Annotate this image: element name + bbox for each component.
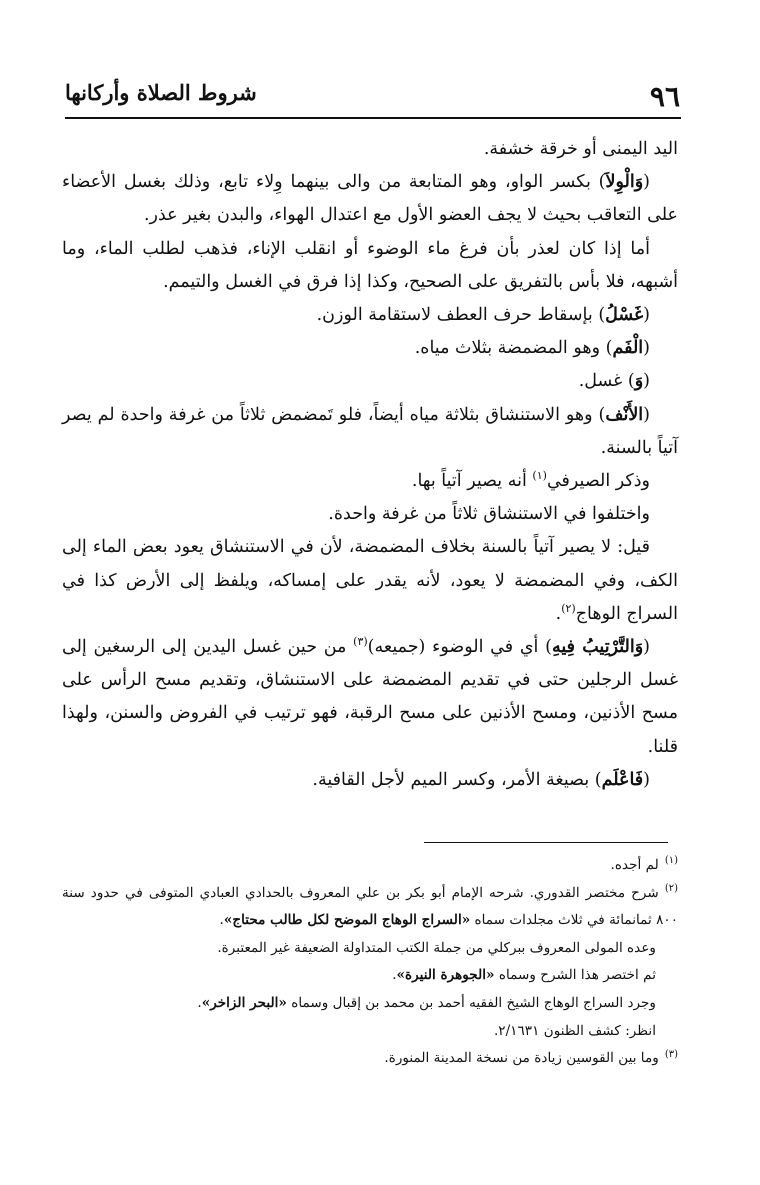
- header-rule: [65, 117, 681, 119]
- footnote-reference[interactable]: (١): [532, 469, 547, 483]
- paragraph: (الأَنْف) وهو الاستنشاق بثلاثة مياه أيضاً، فلو تَمضمض ثلاثاً من غرفة واحدة لم يصر آتياً بالسنة.: [62, 404, 678, 458]
- footnote: $^{(١)}$لم أجده.: [610, 855, 678, 873]
- book-title: «البحر الزاخر»: [201, 994, 287, 1011]
- verse-lemma: وَالتَّرْتِيبُ فِيهِ: [551, 637, 644, 658]
- verse-lemma: وَ: [634, 371, 644, 392]
- paragraph: (وَالتَّرْتِيبُ فِيهِ) أي في الوضوء (جميعه)$^{(٣)}$ من حين غسل اليدين إلى الرسغين إلى غسل الرجلين حتى في تقديم المضمضة على الاستنشاق، وتقديم مسح الرأس على مسح الأذنين، ومسح الأذنين على مسح الرقبة، فهو ترتيب في الفروض والسنن، ولهذا قلنا.: [62, 635, 678, 757]
- paragraph: (وَالْوِلاَ) بكسر الواو، وهو المتابعة من والى بينهما وِلاء تابع، وذلك بغسل الأعضاء على التعاقب بحيث لا يجف العضو الأول مع اعتدال الهواء، والبدن بغير عذر.: [62, 172, 678, 226]
- verse-lemma: فَاعْلَم: [601, 769, 644, 790]
- paragraph: واختلفوا في الاستنشاق ثلاثاً من غرفة واحدة.: [328, 504, 650, 525]
- footnote-line: انظر: كشف الظنون ٢/١٦٣١.: [493, 1022, 656, 1039]
- verse-lemma: الأَنْف: [605, 404, 644, 425]
- page-number: ٩٦: [649, 80, 680, 113]
- footnote-number: (٣): [664, 1048, 678, 1060]
- running-title: شروط الصلاة وأركانها: [65, 80, 257, 105]
- paragraph: وذكر الصيرفي$^{(١)}$ أنه يصير آتياً بها.: [411, 469, 650, 492]
- paragraph: قيل: لا يصير آتياً بالسنة بخلاف المضمضة، لأن في الاستنشاق يعود بعض الماء إلى الكف، وفي المضمضة لا يعود، لأنه يقدر على إمساكه، ويلفظ إلى الأرض كذا في السراج الوهاج$^{(٢)}$.: [62, 537, 678, 624]
- footnote-reference[interactable]: (٢): [561, 602, 576, 616]
- book-title: «الجوهرة النيرة»: [396, 967, 495, 984]
- footnote-line: ثم اختصر هذا الشرح وسماه «الجوهرة النيرة».: [392, 967, 656, 984]
- paragraph: (وَ) غسل.: [578, 371, 650, 392]
- page-header: [65, 70, 680, 114]
- main-text: [62, 133, 678, 797]
- footnote-number: (٢): [664, 883, 678, 895]
- paragraph: أما إذا كان لعذر بأن فرغ ماء الوضوء أو انقلب الإناء، فذهب لطلب الماء، وما أشبهه، فلا بأس بالتفريق على الصحيح، وكذا إذا فرق في الغسل والتيمم.: [62, 238, 678, 292]
- paragraph: اليد اليمنى أو خرقة خشفة.: [483, 139, 678, 159]
- footnote: $^{(٢)}$شرح مختصر القدوري. شرحه الإمام أبو بكر بن علي المعروف بالحدادي العبادي المتوفى في حدود سنة ٨٠٠ ثمانمائة في ثلاث مجلدات سماه «السراج الوهاج الموضح لكل طالب محتاج».: [62, 883, 678, 929]
- verse-lemma: وَالْوِلاَ: [605, 172, 644, 193]
- verse-lemma: الْفَم: [612, 338, 644, 359]
- footnote-number: (١): [664, 855, 678, 867]
- footnotes: [62, 852, 678, 1073]
- paragraph: (فَاعْلَم) بصيغة الأمر، وكسر الميم لأجل القافية.: [312, 769, 650, 790]
- footnote-reference[interactable]: (٣): [353, 635, 368, 649]
- footnote-line: وعده المولى المعروف ببركلي من جملة الكتب المتداولة الضعيفة غير المعتبرة.: [217, 939, 656, 956]
- footnote-line: وجرد السراج الوهاج الشيخ الفقيه أحمد بن محمد بن إقبال وسماه «البحر الزاخر».: [197, 994, 656, 1011]
- paragraph: (غَسْلُ) بإسقاط حرف العطف لاستقامة الوزن.: [316, 305, 650, 326]
- paragraph: (الْفَم) وهو المضمضة بثلاث مياه.: [414, 338, 650, 359]
- book-title: «السراج الوهاج الموضح لكل طالب محتاج»: [223, 912, 471, 929]
- footnote-separator: [424, 842, 668, 843]
- verse-lemma: غَسْلُ: [605, 305, 644, 326]
- footnote: $^{(٣)}$وما بين القوسين زيادة من نسخة المدينة المنورة.: [384, 1048, 678, 1067]
